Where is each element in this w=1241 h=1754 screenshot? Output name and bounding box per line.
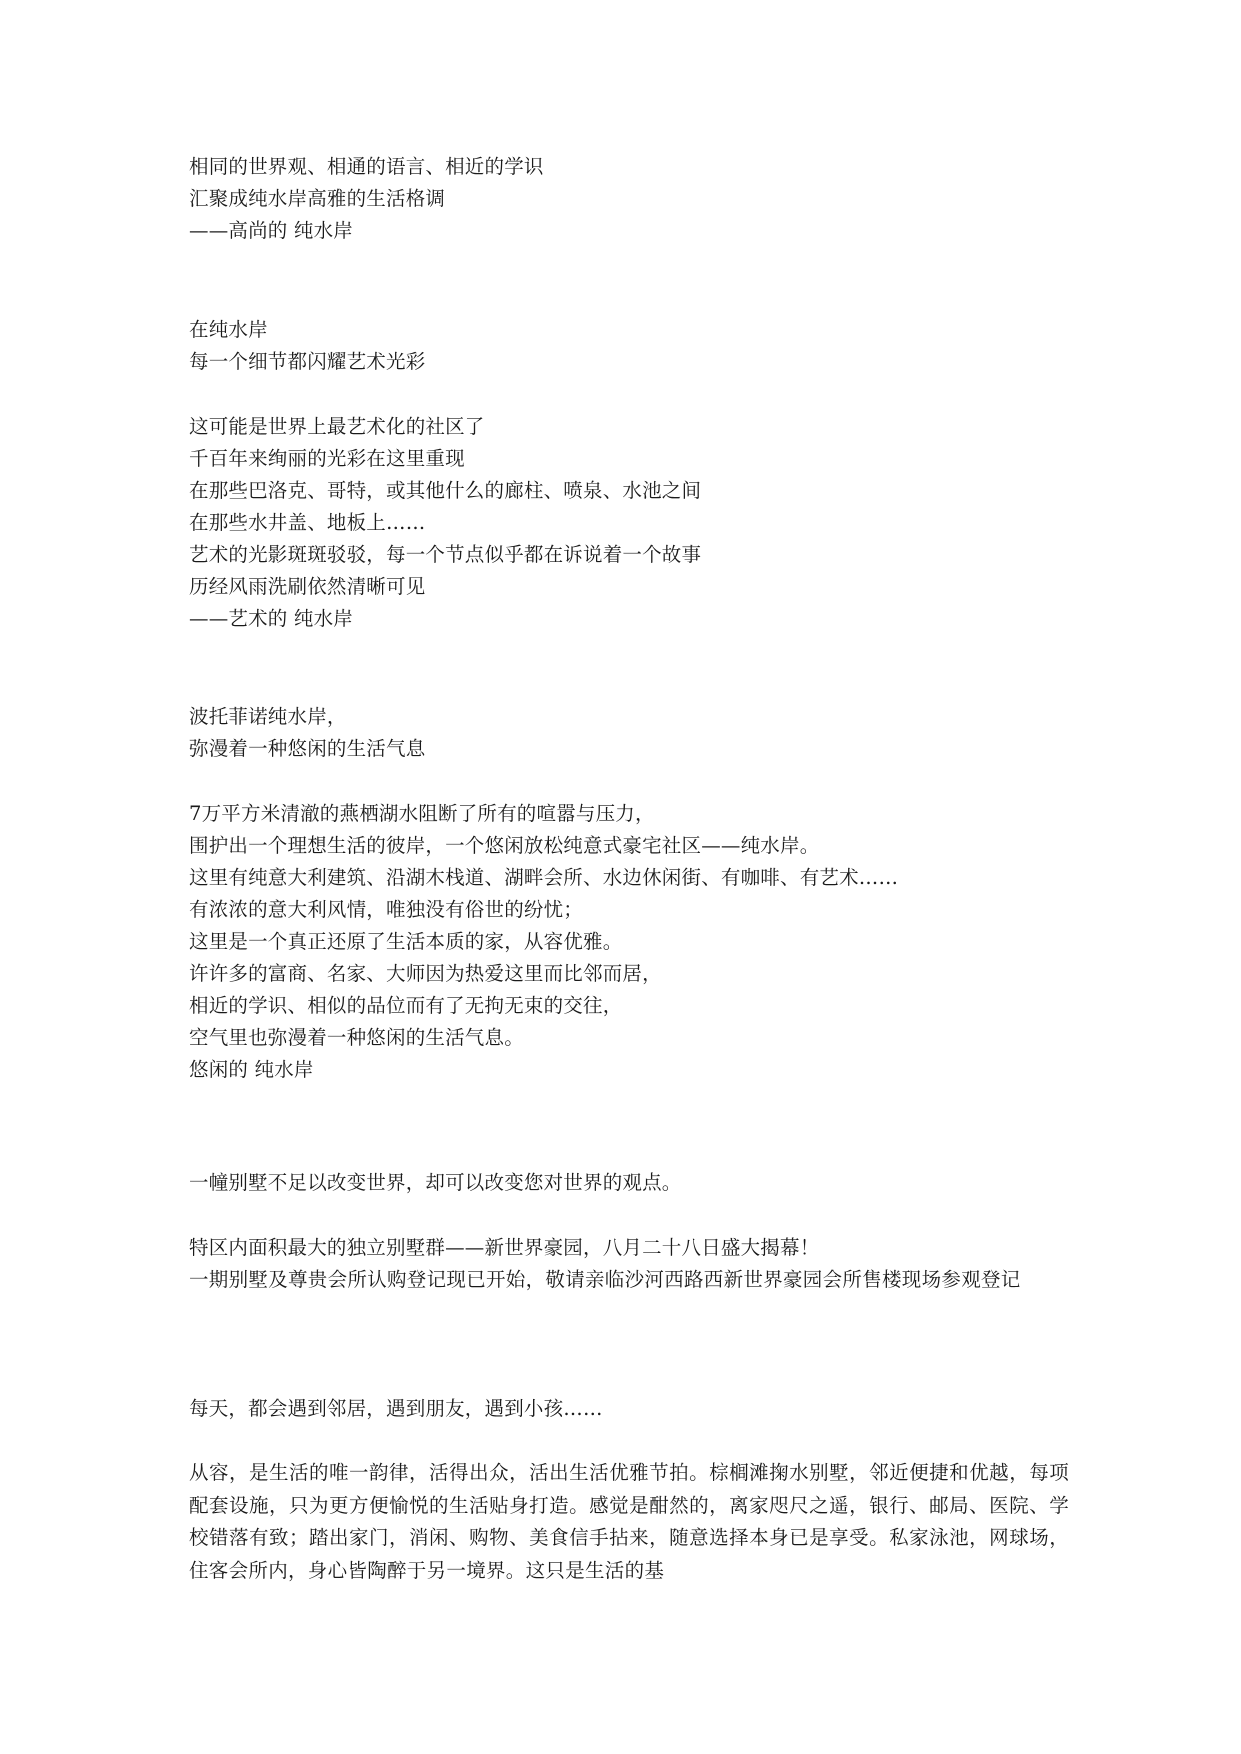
text-line: 相同的世界观、相通的语言、相近的学识 <box>189 155 544 178</box>
text-line: 相近的学识、相似的品位而有了无拘无束的交往， <box>189 994 623 1017</box>
section-elegant <box>189 151 1069 247</box>
text-line: 艺术的光影斑斑驳驳，每一个节点似乎都在诉说着一个故事 <box>189 543 702 566</box>
section-villa-tagline <box>189 1167 1069 1199</box>
text-line: 围护出一个理想生活的彼岸，一个悠闲放松纯意式豪宅社区——纯水岸。 <box>189 834 820 857</box>
text-line: 这里有纯意大利建筑、沿湖木栈道、湖畔会所、水边休闲街、有咖啡、有艺术…… <box>189 866 899 889</box>
text-line: 一幢别墅不足以改变世界，却可以改变您对世界的观点。 <box>189 1171 682 1194</box>
text-line: 悠闲的 纯水岸 <box>189 1058 314 1081</box>
text-line: 每一个细节都闪耀艺术光彩 <box>189 350 426 373</box>
text-line: 在那些水井盖、地板上…… <box>189 511 426 534</box>
text-line: ——高尚的 纯水岸 <box>189 219 353 242</box>
text-line: 7万平方米清澈的燕栖湖水阻断了所有的喧嚣与压力， <box>189 802 655 825</box>
text-line: 波托菲诺纯水岸， <box>189 705 347 728</box>
text-line: 这里是一个真正还原了生活本质的家，从容优雅。 <box>189 930 623 953</box>
text-line: 汇聚成纯水岸高雅的生活格调 <box>189 187 446 210</box>
section-palm-beach <box>189 1457 1069 1587</box>
section-villa-launch <box>189 1232 1069 1297</box>
text-line: 历经风雨洗刷依然清晰可见 <box>189 575 426 598</box>
text-line: 在那些巴洛克、哥特，或其他什么的廊柱、喷泉、水池之间 <box>189 479 702 502</box>
text-line: 空气里也弥漫着一种悠闲的生活气息。 <box>189 1026 524 1049</box>
text-line: 许许多的富商、名家、大师因为热爱这里而比邻而居， <box>189 962 662 985</box>
text-line: ——艺术的 纯水岸 <box>189 607 353 630</box>
section-art <box>189 411 1069 635</box>
text-line: 这可能是世界上最艺术化的社区了 <box>189 415 485 438</box>
text-line: 特区内面积最大的独立别墅群——新世界豪园，八月二十八日盛大揭幕！ <box>189 1236 820 1259</box>
section-art-intro <box>189 314 1069 378</box>
text-line: 弥漫着一种悠闲的生活气息 <box>189 737 426 760</box>
section-leisure-intro <box>189 701 1069 765</box>
text-line: 千百年来绚丽的光彩在这里重现 <box>189 447 465 470</box>
text-line: 在纯水岸 <box>189 318 268 341</box>
section-leisure <box>189 798 1069 1086</box>
section-daily-life <box>189 1393 1069 1425</box>
text-paragraph: 从容，是生活的唯一韵律，活得出众，活出生活优雅节拍。棕榈滩掬水别墅，邻近便捷和优越，每项配套设施，只为更方便愉悦的生活贴身打造。感觉是酣然的，离家咫尺之遥，银行、邮局、医院、学校错落有致；踏出家门，消闲、购物、美食信手拈来，随意选择本身已是享受。私家泳池，网球场，住客会所内，身心皆陶醉于另一境界。这只是生活的基 <box>189 1461 1069 1582</box>
text-paragraph: 一期别墅及尊贵会所认购登记现已开始，敬请亲临沙河西路西新世界豪园会所售楼现场参观登记 <box>189 1268 1021 1291</box>
text-line: 每天，都会遇到邻居，遇到朋友，遇到小孩…… <box>189 1397 603 1420</box>
text-line: 有浓浓的意大利风情，唯独没有俗世的纷忧； <box>189 898 584 921</box>
